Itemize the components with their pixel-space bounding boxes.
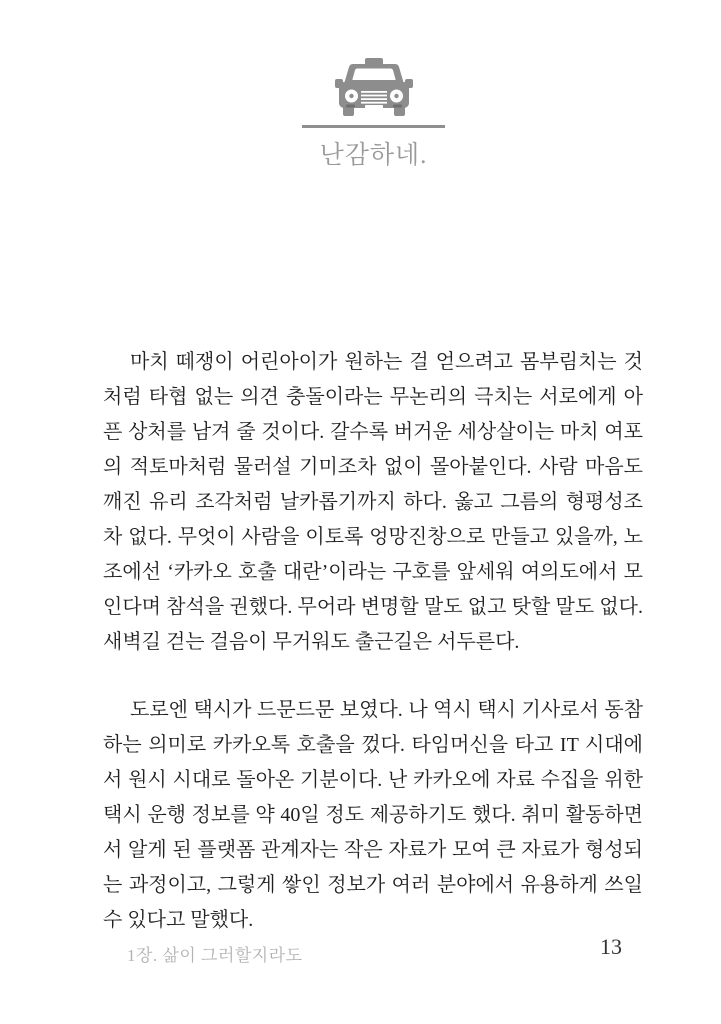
paragraph: 도로엔 택시가 드문드문 보였다. 나 역시 택시 기사로서 동참하는 의미로 카카오톡 호출을 껐다. 타임머신을 타고 IT 시대에서 원시 시대로 돌아온 기분이다. 난 카카오에 자료 수집을 위한 택시 운행 정보를 약 40일 정도 제공하기도 했다. 취미 활동하면서 알게 된 플랫폼 관계자는 작은 자료가 모여 큰 자료가 형성되는 과정이고, 그렇게 쌓인 정보가 여러 분야에서 유용하게 쓰일 수 있다고 말했다. [103, 699, 643, 931]
footer-chapter-label: 1장. 삶이 그러할지라도 [127, 946, 303, 965]
page-number: 13 [600, 934, 622, 959]
paragraph: 마치 떼쟁이 어린아이가 원하는 걸 얻으려고 몸부림치는 것처럼 타협 없는 의견 충돌이라는 무논리의 극치는 서로에게 아픈 상처를 남겨 줄 것이다. 갈수록 버거운 세상살이는 마치 여포의 적토마처럼 물러설 기미조차 없이 몰아붙인다. 사람 마음도 깨진 유리 조각처럼 날카롭기까지 하다. 옳고 그름의 형평성조차 없다. 무엇이 사람을 이토록 엉망진창으로 만들고 있을까, 노조에선 ‘카카오 호출 대란’이라는 구호를 앞세워 여의도에서 모인다며 참석을 권했다. 무어라 변명할 말도 없고 탓할 말도 없다. 새벽길 걷는 걸음이 무거워도 출근길은 서두른다. [103, 351, 643, 653]
chapter-header [0, 58, 721, 171]
title-divider [302, 125, 445, 128]
body-text [103, 345, 643, 938]
section-title: 난감하네. [319, 142, 428, 169]
taxi-front-icon [335, 58, 413, 116]
